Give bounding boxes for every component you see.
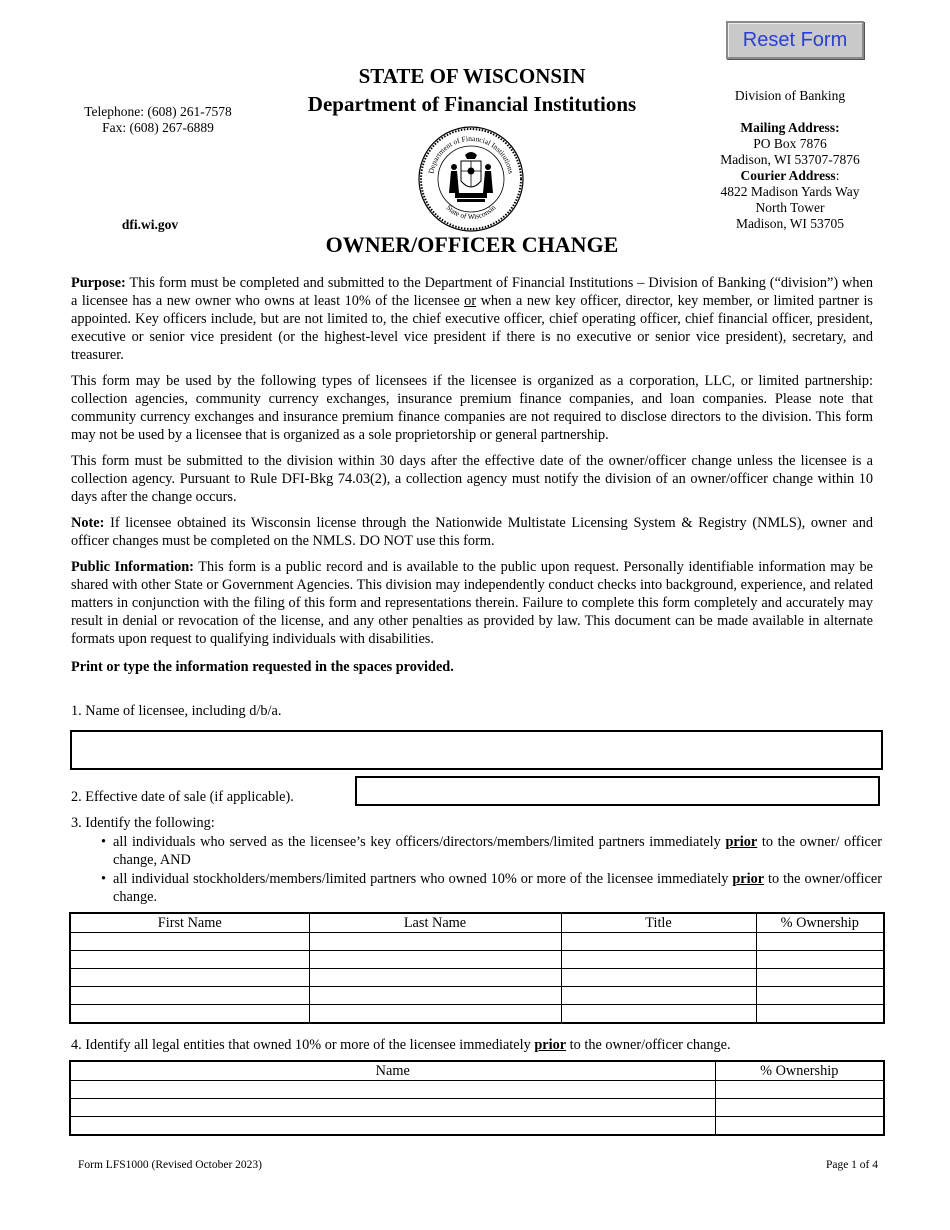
last-name-cell[interactable] [309,969,561,987]
col-title: Title [561,913,756,933]
question-4-label [71,1037,731,1054]
courier-line-2: North Tower [755,200,825,215]
table-row [70,1005,884,1024]
q4-text-b: to the owner/officer change. [566,1037,731,1053]
ownership-cell[interactable] [756,1005,884,1024]
table-row [70,969,884,987]
title-cell[interactable] [561,933,756,951]
instructions-body [71,274,873,684]
division-name: Division of Banking [734,88,846,103]
bullet-stockholders [101,870,882,906]
individuals-table [69,912,885,1024]
ownership-cell[interactable] [756,951,884,969]
first-name-cell[interactable] [70,987,309,1005]
fax: Fax: (608) 267-6889 [102,120,214,135]
entity-name-cell[interactable] [70,1117,715,1136]
bullet-2-text-b: to the owner/officer change. [113,871,882,905]
question-1-label: 1. Name of licensee, including d/b/a. [71,703,282,719]
question-2-label: 2. Effective date of sale (if applicable). [71,789,294,805]
table-header-row [70,1061,884,1081]
last-name-cell[interactable] [309,933,561,951]
entity-name-cell[interactable] [70,1081,715,1099]
col-last-name: Last Name [309,913,561,933]
first-name-cell[interactable] [70,951,309,969]
col-entity-name: Name [70,1061,715,1081]
public-info-paragraph [71,558,873,648]
entity-ownership-cell[interactable] [715,1099,884,1117]
col-ownership: % Ownership [756,913,884,933]
mailing-label: Mailing Address: [740,120,840,135]
table-row [70,987,884,1005]
first-name-cell[interactable] [70,969,309,987]
ownership-cell[interactable] [756,987,884,1005]
purpose-text-a: This form must be completed and submitted to the Department of Financial Institutions – Division of Banking (“division”) when a licensee has a new owner who owns at least 10% of the licensee [71,275,873,309]
table-row [70,1117,884,1136]
effective-date-input[interactable] [355,776,880,806]
division-address [700,88,880,232]
entity-ownership-cell[interactable] [715,1081,884,1099]
first-name-cell[interactable] [70,933,309,951]
seal-text-bottom: State of Wisconsin [444,202,498,222]
state-name: STATE OF WISCONSIN [358,64,586,88]
last-name-cell[interactable] [309,1005,561,1024]
department-name: Department of Financial Institutions [307,92,637,116]
contact-info [60,104,256,136]
mailing-line-1: PO Box 7876 [753,136,827,151]
purpose-text-b: when a new key officer, director, key member, or limited partner is appointed. Key officers include, but are not limited to, the chief executive officer, chief operating officer, chief financial officer, president, executive or senior vice president (or the highest-level vice president if there is no executive or senior vice president), secretary, and treasurer. [71,293,873,363]
q4-prior: prior [534,1037,567,1053]
seal-text-top: Department of Financial Institutions [426,133,516,175]
reset-form-button[interactable]: Reset Form [726,21,864,59]
table-header-row [70,913,884,933]
bullet-officers [101,833,882,869]
ownership-cell[interactable] [756,969,884,987]
purpose-paragraph [71,274,873,364]
table-row [70,951,884,969]
entities-table [69,1060,885,1136]
question-3-bullets [101,833,882,907]
licensee-name-input[interactable] [70,730,883,770]
q4-text-a: 4. Identify all legal entities that owned 10% or more of the licensee immediately [71,1037,535,1053]
bullet-2-prior: prior [732,871,765,887]
purpose-or: or [464,293,477,309]
agency-heading [262,62,682,118]
note-text: If licensee obtained its Wisconsin license through the Nationwide Multistate Licensing System & Registry (NMLS), owner and officer changes must be completed on the NMLS. DO NOT use this form. [71,515,873,549]
first-name-cell[interactable] [70,1005,309,1024]
note-paragraph [71,514,873,550]
entity-ownership-cell[interactable] [715,1117,884,1136]
state-seal-icon [417,125,525,233]
entity-name-cell[interactable] [70,1099,715,1117]
page-number: Page 1 of 4 [825,1159,878,1171]
bullet-2-text-a: all individual stockholders/members/limited partners who owned 10% or more of the licensee immediately [113,871,733,887]
table-row [70,1099,884,1117]
public-info-label: Public Information: [71,559,194,575]
form-id: Form LFS1000 (Revised October 2023) [78,1159,262,1171]
last-name-cell[interactable] [309,987,561,1005]
courier-label: Courier Address [740,168,836,183]
col-entity-ownership: % Ownership [715,1061,884,1081]
courier-line-3: Madison, WI 53705 [735,216,845,231]
table-row [70,1081,884,1099]
bullet-1-text-b: to the owner/ officer change, AND [113,834,882,868]
ownership-cell[interactable] [756,933,884,951]
courier-colon: : [835,168,840,183]
bullet-1-prior: prior [725,834,758,850]
title-cell[interactable] [561,951,756,969]
question-3-label: 3. Identify the following: [71,815,215,831]
title-cell[interactable] [561,1005,756,1024]
courier-line-1: 4822 Madison Yards Way [720,184,860,199]
bullet-1-text-a: all individuals who served as the licensee’s key officers/directors/members/limited partners immediately [113,834,726,850]
col-first-name: First Name [70,913,309,933]
website-link[interactable]: dfi.wi.gov [121,217,179,232]
last-name-cell[interactable] [309,951,561,969]
table-row [70,933,884,951]
licensee-types-paragraph: This form may be used by the following types of licensees if the licensee is organized as a corporation, LLC, or limited partnership: collection agencies, community currency exchanges, insurance premium finance companies, and loan companies. Please note that community currency exchanges and insurance premium finance companies are not required to disclose directors to the division. This form may not be used by a licensee that is organized as a sole proprietorship or general partnership. [71,373,873,443]
telephone: Telephone: (608) 261-7578 [84,104,232,119]
note-label: Note: [71,515,105,531]
public-info-text: This form is a public record and is available to the public upon request. Personally identifiable information may be shared with other State or Government Agencies. This division may independently conduct checks into background, experience, and related matters in conjunction with the filing of this form and representations therein. Failure to complete this form completely and accurately may result in denial or revocation of the license, and any other penalties as provided by law. This document can be made available in alternate formats upon request to qualifying individuals with disabilities. [71,559,874,647]
mailing-line-2: Madison, WI 53707-7876 [720,152,860,167]
title-cell[interactable] [561,969,756,987]
purpose-label: Purpose: [71,275,126,291]
form-title: OWNER/OFFICER CHANGE [325,232,619,257]
deadline-paragraph: This form must be submitted to the division within 30 days after the effective date of the owner/officer change unless the licensee is a collection agency. Pursuant to Rule DFI-Bkg 74.03(2), a collection agency must notify the division of an owner/officer change within 10 days after the change occurs. [71,453,873,505]
title-cell[interactable] [561,987,756,1005]
instruction-line: Print or type the information requested in the spaces provided. [71,659,454,675]
